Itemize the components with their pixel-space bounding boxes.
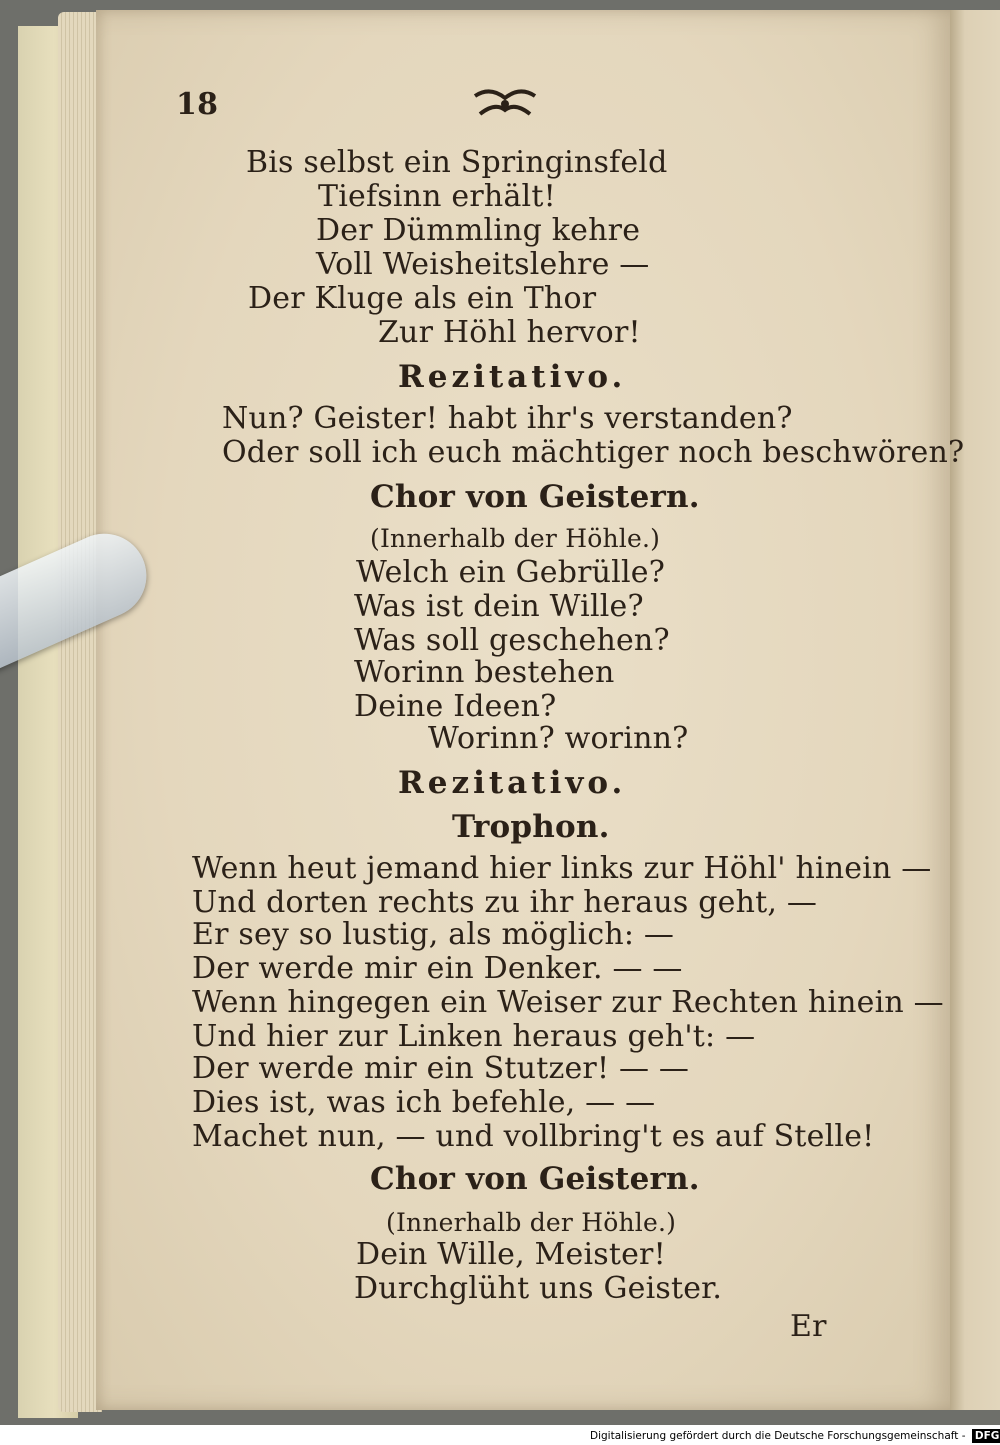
verse-line: Dein Wille, Meister! — [356, 1237, 666, 1272]
verse-line: Bis selbst ein Springinsfeld — [246, 145, 668, 180]
verse-line: Der Dümmling kehre — [316, 213, 641, 248]
verse-line: Wenn heut jemand hier links zur Höhl' hinein — — [192, 851, 932, 886]
digitization-credit — [590, 1427, 1000, 1445]
verse-line: Was soll geschehen? — [354, 623, 670, 658]
verse-line: Der Kluge als ein Thor — [248, 281, 597, 316]
catchword: Er — [790, 1309, 827, 1344]
verse-line: Durchglüht uns Geister. — [354, 1271, 723, 1306]
verse-line: Tiefsinn erhält! — [318, 179, 556, 214]
stage-direction: (Innerhalb der Höhle.) — [370, 524, 661, 553]
speaker-heading: Chor von Geistern. — [370, 1161, 700, 1197]
verse-line: Dies ist, was ich befehle, — — — [192, 1085, 656, 1120]
verse-line: Deine Ideen? — [354, 689, 557, 724]
speaker-heading: Trophon. — [452, 809, 610, 845]
verse-line: Machet nun, — und vollbring't es auf Stelle! — [192, 1119, 875, 1154]
dfg-logo: DFG — [972, 1429, 1000, 1443]
verse-line: Zur Höhl hervor! — [378, 315, 641, 350]
verse-line: Wenn hingegen ein Weiser zur Rechten hinein — — [192, 985, 944, 1020]
verse-line: Oder soll ich euch mächtiger noch beschwören? — [222, 435, 965, 470]
stage-direction: (Innerhalb der Höhle.) — [386, 1208, 677, 1237]
verse-line: Und dorten rechts zu ihr heraus geht, — — [192, 885, 818, 920]
ornament-icon — [470, 84, 540, 124]
verse-line: Worinn bestehen — [354, 655, 615, 690]
credit-text: Digitalisierung gefördert durch die Deutsche Forschungsgemeinschaft - — [590, 1430, 966, 1442]
verse-line: Der werde mir ein Denker. — — — [192, 951, 683, 986]
verse-line: Er sey so lustig, als möglich: — — [192, 917, 675, 952]
verse-line: Voll Weisheitslehre — — [316, 247, 650, 282]
verse-line: Was ist dein Wille? — [354, 589, 644, 624]
speaker-heading: Chor von Geistern. — [370, 479, 700, 515]
section-heading: Rezitativo. — [398, 765, 627, 801]
section-heading: Rezitativo. — [398, 359, 627, 395]
verse-line: Und hier zur Linken heraus geh't: — — [192, 1019, 756, 1054]
page-number: 18 — [176, 87, 219, 122]
verse-line: Nun? Geister! habt ihr's verstanden? — [222, 401, 793, 436]
verse-line: Der werde mir ein Stutzer! — — — [192, 1051, 690, 1086]
verse-line: Welch ein Gebrülle? — [356, 555, 666, 590]
verse-line: Worinn? worinn? — [428, 721, 689, 756]
